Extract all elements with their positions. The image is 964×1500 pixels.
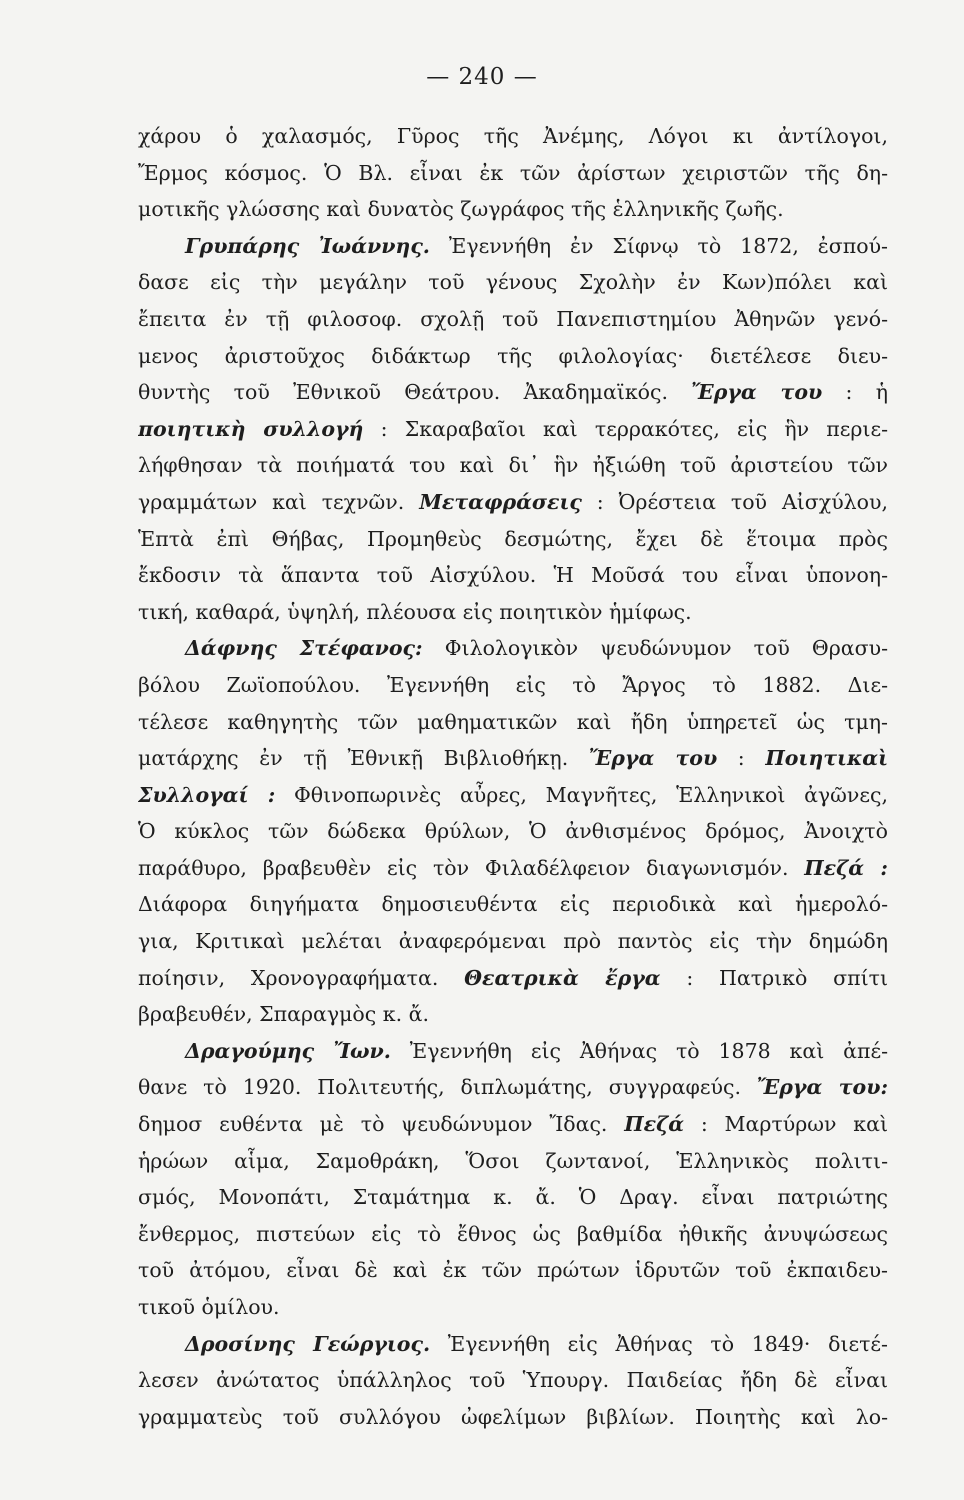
text-line xyxy=(138,338,888,375)
text-line xyxy=(138,118,888,155)
text-line xyxy=(138,667,888,704)
text-line xyxy=(138,996,888,1033)
text-run: βόλου Ζωϊοπούλου. Ἐγεννήθη εἰς τὸ Ἄργος τὸ 1882. Διε- xyxy=(138,672,888,697)
entry-heading: Δροσίνης Γεώργιος. xyxy=(185,1331,431,1356)
text-run: ποίησιν, Χρονογραφήματα. xyxy=(138,965,465,990)
text-run: Φιλολογικὸν ψευδώνυμον τοῦ Θρασυ- xyxy=(422,636,888,661)
text-run: σμός, Μονοπάτι, Σταμάτημα κ. ἄ. Ὁ Δραγ. εἶναι πατριώτης xyxy=(138,1185,888,1210)
text-run: δημοσ ευθέντα μὲ τὸ ψευδώνυμον Ἴδας. xyxy=(138,1112,625,1137)
text-run: ἡρώων αἷμα, Σαμοθράκη, Ὅσοι ζωντανοί, Ἑλληνικὸς πολιτι- xyxy=(138,1148,888,1173)
text-run: : Ὀρέστεια τοῦ Αἰσχύλου, xyxy=(581,489,888,514)
text-line xyxy=(138,704,888,741)
text-line xyxy=(138,521,888,558)
text-run: : Μαρτύρων καὶ xyxy=(684,1112,888,1137)
entry-heading: ποιητικὴ συλλογή xyxy=(138,416,364,441)
text-run: θανε τὸ 1920. Πολιτευτής, διπλωμάτης, συγγραφεύς. xyxy=(138,1075,757,1100)
text-line xyxy=(138,960,888,997)
entry-heading: Ἔργα του: xyxy=(756,1075,888,1100)
text-line xyxy=(138,886,888,923)
entry-heading: Ποιητικαὶ xyxy=(765,746,888,771)
text-run: βραβευθέν, Σπαραγμὸς κ. ἄ. xyxy=(138,1002,429,1027)
page-body xyxy=(138,118,888,1435)
text-run: παράθυρο, βραβευθὲν εἰς τὸν Φιλαδέλφειον διαγωνισμόν. xyxy=(138,855,805,880)
text-run: χάρου ὁ χαλασμός, Γῦρος τῆς Ἀνέμης, Λόγοι κι ἀντίλογοι, xyxy=(138,124,888,148)
entry-heading: Συλλογαί : xyxy=(138,782,276,807)
text-run: ἔκδοσιν τὰ ἅπαντα τοῦ Αἰσχύλου. Ἡ Μοῦσά του εἶναι ὑπονοη- xyxy=(138,563,888,588)
text-run: θυντὴς τοῦ Ἐθνικοῦ Θεάτρου. Ἀκαδημαϊκός. xyxy=(138,380,692,405)
text-line xyxy=(138,1252,888,1289)
entry-heading: Δραγούμης Ἴων. xyxy=(185,1038,391,1063)
text-run: : ἡ xyxy=(822,380,888,405)
text-run: λεσεν ἀνώτατος ὑπάλληλος τοῦ Ὑπουργ. Παιδείας ἤδη δὲ εἶναι xyxy=(138,1368,888,1393)
text-line xyxy=(138,228,888,265)
text-line xyxy=(138,1179,888,1216)
text-line xyxy=(138,301,888,338)
text-line xyxy=(138,191,888,228)
entry-heading: Θεατρικὰ ἔργα xyxy=(464,965,661,990)
text-run: : xyxy=(717,746,766,771)
text-line xyxy=(138,594,888,631)
text-line xyxy=(138,1362,888,1399)
text-line xyxy=(138,923,888,960)
text-run: τοῦ ἀτόμου, εἶναι δὲ καὶ ἐκ τῶν πρώτων ἱδρυτῶν τοῦ ἐκπαιδευ- xyxy=(138,1258,888,1283)
text-run: μενος ἀριστοῦχος διδάκτωρ τῆς φιλολογίας· διετέλεσε διευ- xyxy=(138,343,888,368)
text-line xyxy=(138,374,888,411)
page-number: — 240 — xyxy=(426,64,538,90)
text-run: Ἑπτὰ ἐπὶ Θήβας, Προμηθεὺς δεσμώτης, ἔχει δὲ ἕτοιμα πρὸς xyxy=(138,526,888,551)
text-line xyxy=(138,813,888,850)
text-line xyxy=(138,1399,888,1436)
text-line xyxy=(138,264,888,301)
text-run: Ἐγεννήθη ἐν Σίφνῳ τὸ 1872, ἐσπού- xyxy=(429,233,888,258)
text-run: για, Κριτικαὶ μελέται ἀναφερόμεναι πρὸ παντὸς εἰς τὴν δημώδη xyxy=(138,929,888,954)
text-line xyxy=(138,1289,888,1326)
text-run: Ἐγεννήθη εἰς Ἀθήνας τὸ 1878 καὶ ἀπέ- xyxy=(390,1038,888,1063)
text-run: τική, καθαρά, ὑψηλή, πλέουσα εἰς ποιητικὸν ἡμίφως. xyxy=(138,599,692,624)
text-line xyxy=(138,777,888,814)
text-run: Ὁ κύκλος τῶν δώδεκα θρύλων, Ὁ ἀνθισμένος δρόμος, Ἀνοιχτὸ xyxy=(138,819,888,844)
text-line xyxy=(138,850,888,887)
text-line xyxy=(138,1106,888,1143)
entry-heading: Μεταφράσεις xyxy=(419,489,582,514)
text-line xyxy=(138,1069,888,1106)
entry-heading: Πεζά : xyxy=(804,855,888,880)
text-run: μοτικῆς γλώσσης καὶ δυνατὸς ζωγράφος τῆς ἑλληνικῆς ζωῆς. xyxy=(138,197,784,222)
text-line xyxy=(138,1033,888,1070)
text-line xyxy=(138,1216,888,1253)
entry-heading: Ἔργα του xyxy=(691,380,823,405)
text-run: Διάφορα διηγήματα δημοσιευθέντα εἰς περιοδικὰ καὶ ἡμερολό- xyxy=(138,892,888,917)
text-run: λήφθησαν τὰ ποιήματά του καὶ δι᾿ ἣν ἠξιώθη τοῦ ἀριστείου τῶν xyxy=(138,453,888,478)
text-run: ματάρχης ἐν τῇ Ἐθνικῇ Βιβλιοθήκῃ. xyxy=(138,746,589,771)
text-line xyxy=(138,740,888,777)
text-run: Φθινοπωρινὲς αὖρες, Μαγνῆτες, Ἑλληνικοὶ ἀγῶνες, xyxy=(275,782,888,807)
text-run: δασε εἰς τὴν μεγάλην τοῦ γένους Σχολὴν ἐν Κων)πόλει καὶ xyxy=(138,270,888,295)
text-line xyxy=(138,557,888,594)
entry-heading: Δάφνης Στέφανος: xyxy=(185,636,423,661)
text-run: : Σκαραβαῖοι καὶ τερρακότες, εἰς ἣν περιε- xyxy=(363,416,888,441)
text-line xyxy=(138,447,888,484)
text-run: Ἔρμος κόσμος. Ὁ Βλ. εἶναι ἐκ τῶν ἀρίστων χειριστῶν τῆς δη- xyxy=(138,160,888,185)
text-run: γραμμάτων καὶ τεχνῶν. xyxy=(138,489,420,514)
entry-heading: Γρυπάρης Ἰωάννης. xyxy=(185,233,430,258)
entry-heading: Ἔργα του xyxy=(588,746,718,771)
text-run: : Πατρικὸ σπίτι xyxy=(660,965,888,990)
entry-heading: Πεζά xyxy=(624,1112,685,1137)
text-run: Ἐγεννήθη εἰς Ἀθήνας τὸ 1849· διετέ- xyxy=(430,1331,888,1356)
text-line xyxy=(138,1143,888,1180)
text-run: ἔπειτα ἐν τῇ φιλοσοφ. σχολῇ τοῦ Πανεπιστημίου Ἀθηνῶν γενό- xyxy=(138,306,888,331)
text-run: τέλεσε καθηγητὴς τῶν μαθηματικῶν καὶ ἤδη ὑπηρετεῖ ὡς τμη- xyxy=(138,709,888,734)
text-line xyxy=(138,484,888,521)
text-run: τικοῦ ὁμίλου. xyxy=(138,1295,280,1319)
text-line xyxy=(138,411,888,448)
text-run: γραμματεὺς τοῦ συλλόγου ὠφελίμων βιβλίων. Ποιητὴς καὶ λο- xyxy=(138,1404,888,1429)
text-run: ἔνθερμος, πιστεύων εἰς τὸ ἔθνος ὡς βαθμίδα ἠθικῆς ἀνυψώσεως xyxy=(138,1221,888,1246)
text-line xyxy=(138,1326,888,1363)
text-line xyxy=(138,155,888,192)
text-line xyxy=(138,630,888,667)
